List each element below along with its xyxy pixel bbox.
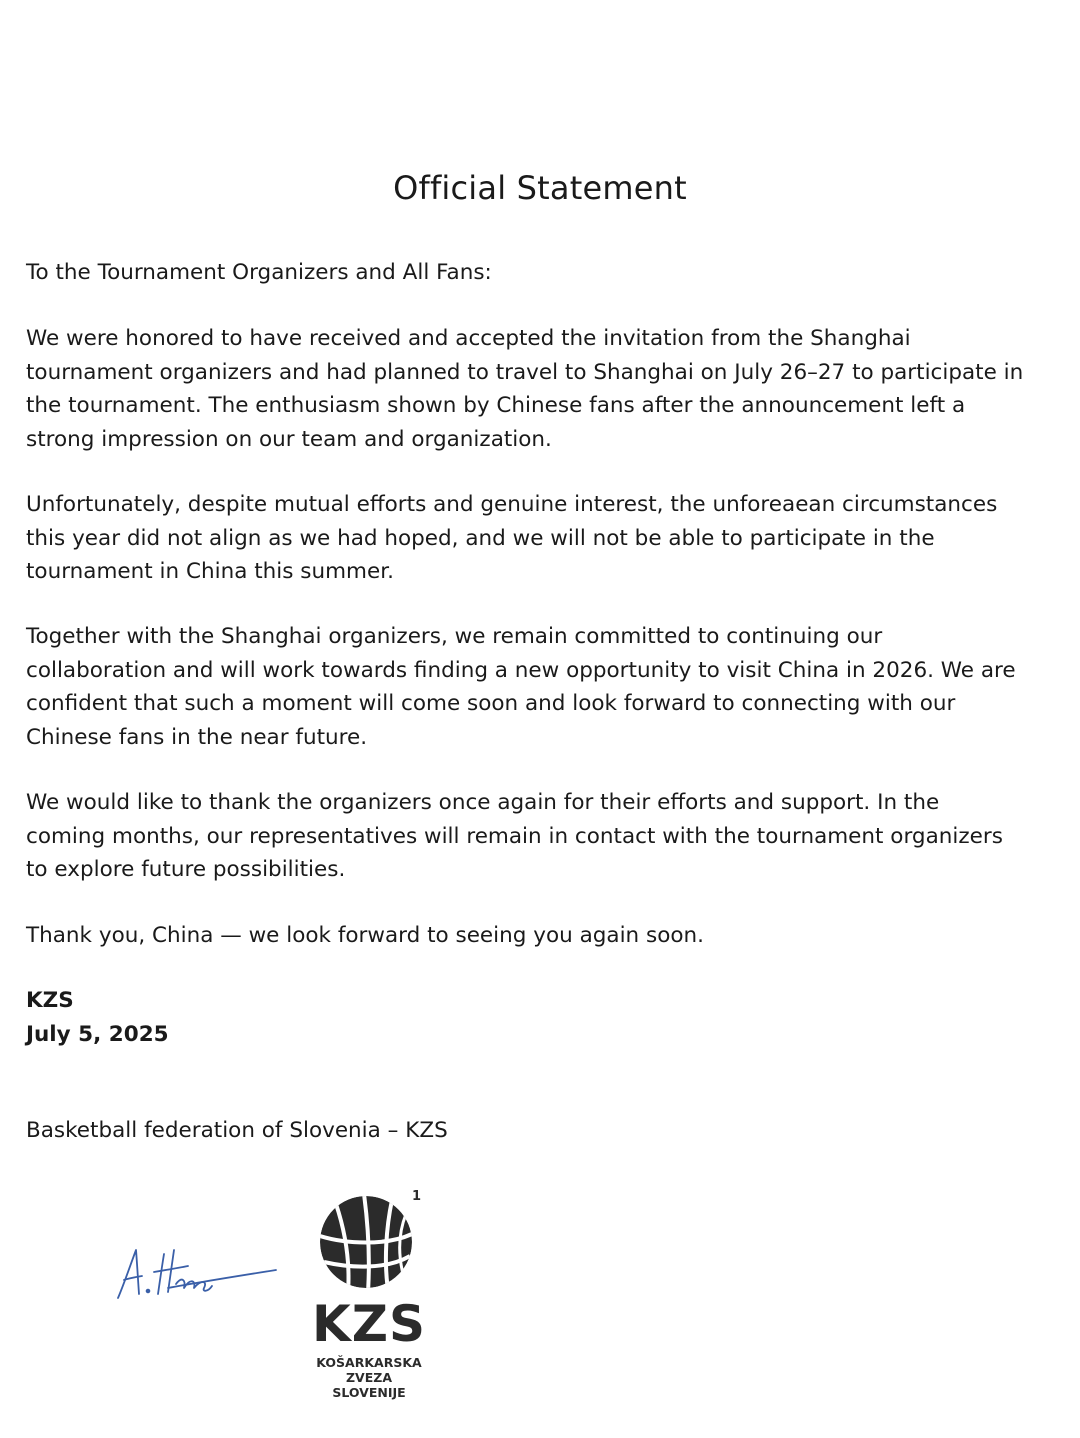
- paragraph-line: strong impression on our team and organization.: [26, 426, 552, 452]
- sender-name: KZS: [26, 988, 74, 1013]
- sender-block: [26, 984, 1062, 1051]
- paragraph-line: Chinese fans in the near future.: [26, 724, 368, 750]
- paragraph-line: tournament in China this summer.: [26, 559, 394, 585]
- salutation-text: To the Tournament Organizers and All Fans:: [26, 260, 492, 285]
- paragraph-invitation: [26, 322, 1062, 456]
- paragraph-thanks: [26, 786, 1062, 887]
- logo-superscript: 1: [412, 1189, 422, 1204]
- paragraph-line: collaboration and will work towards finding a new opportunity to visit China in 2026. We are: [26, 657, 1016, 683]
- paragraph-line: this year did not align as we had hoped, and we will not be able to participate in the: [26, 525, 935, 551]
- organization-name: Basketball federation of Slovenia – KZS: [26, 1118, 448, 1143]
- logo-acronym: KZS: [311, 1295, 426, 1353]
- logo-line-1: KOŠARKARSKA: [316, 1355, 422, 1370]
- closing-line: [26, 919, 1062, 953]
- logo-line-2: ZVEZA: [345, 1370, 392, 1385]
- paragraph-line: confident that such a moment will come soon and look forward to connecting with our: [26, 691, 956, 717]
- handwritten-signature: [110, 1236, 280, 1312]
- statement-date: July 5, 2025: [26, 1021, 169, 1047]
- paragraph-line: to explore future possibilities.: [26, 857, 346, 883]
- closing-text: Thank you, China — we look forward to seeing you again soon.: [26, 923, 704, 948]
- paragraph-cancellation: [26, 488, 1062, 589]
- paragraph-line: We would like to thank the organizers once again for their efforts and support. In the: [26, 790, 940, 815]
- paragraph-commitment: [26, 620, 1062, 754]
- paragraph-line: We were honored to have received and accepted the invitation from the Shanghai: [26, 326, 911, 351]
- paragraph-line: Together with the Shanghai organizers, we remain committed to continuing our: [26, 624, 883, 649]
- paragraph-line: coming months, our representatives will remain in contact with the tournament organizers: [26, 823, 1003, 849]
- basketball-icon: [316, 1184, 426, 1294]
- salutation: [26, 256, 1062, 290]
- paragraph-line: Unfortunately, despite mutual efforts and genuine interest, the unforeaean circumstances: [26, 492, 998, 517]
- kzs-logo: [304, 1184, 434, 1406]
- logo-line-3: SLOVENIJE: [332, 1385, 406, 1400]
- organization-line: [26, 1114, 1062, 1148]
- document-title: Official Statement: [393, 169, 687, 207]
- paragraph-line: the tournament. The enthusiasm shown by Chinese fans after the announcement left a: [26, 393, 966, 419]
- paragraph-line: tournament organizers and had planned to travel to Shanghai on July 26–27 to participate in: [26, 359, 1024, 385]
